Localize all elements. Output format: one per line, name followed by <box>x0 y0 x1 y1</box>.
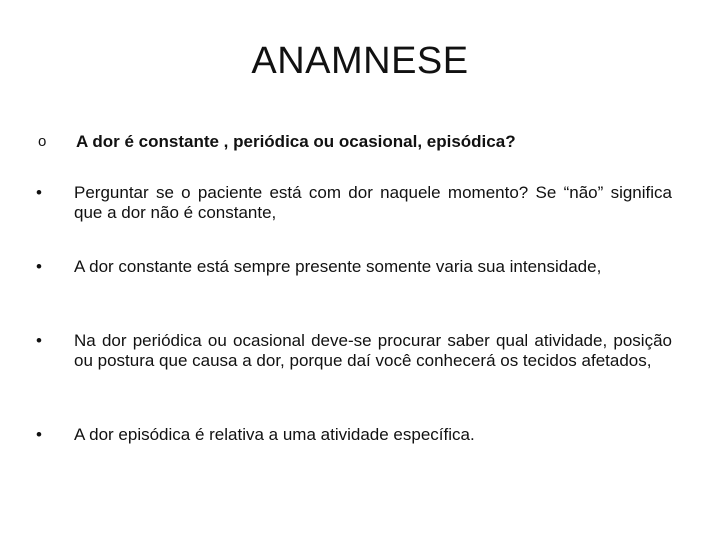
circle-bullet-icon: o <box>38 133 47 150</box>
list-item <box>32 257 672 277</box>
list-item <box>32 331 672 371</box>
list-item-question <box>32 132 672 152</box>
bullet-icon: • <box>36 425 42 444</box>
list-item-text: A dor é constante , periódica ou ocasional, episódica? <box>76 132 516 151</box>
list-item-text: Na dor periódica ou ocasional deve-se procurar saber qual atividade, posição ou postura que causa a dor, porque daí você conhecerá os tecidos afetados, <box>74 331 672 370</box>
slide-title: ANAMNESE <box>251 40 469 82</box>
list-item-text: A dor episódica é relativa a uma atividade específica. <box>74 425 475 444</box>
list-item-text: Perguntar se o paciente está com dor naquele momento? Se “não” significa que a dor não é constante, <box>74 183 672 222</box>
list-item <box>32 183 672 223</box>
bullet-icon: • <box>36 331 42 350</box>
list-item-text: A dor constante está sempre presente somente varia sua intensidade, <box>74 257 602 276</box>
bullet-icon: • <box>36 257 42 276</box>
bullet-icon: • <box>36 183 42 202</box>
list-item <box>32 425 672 445</box>
